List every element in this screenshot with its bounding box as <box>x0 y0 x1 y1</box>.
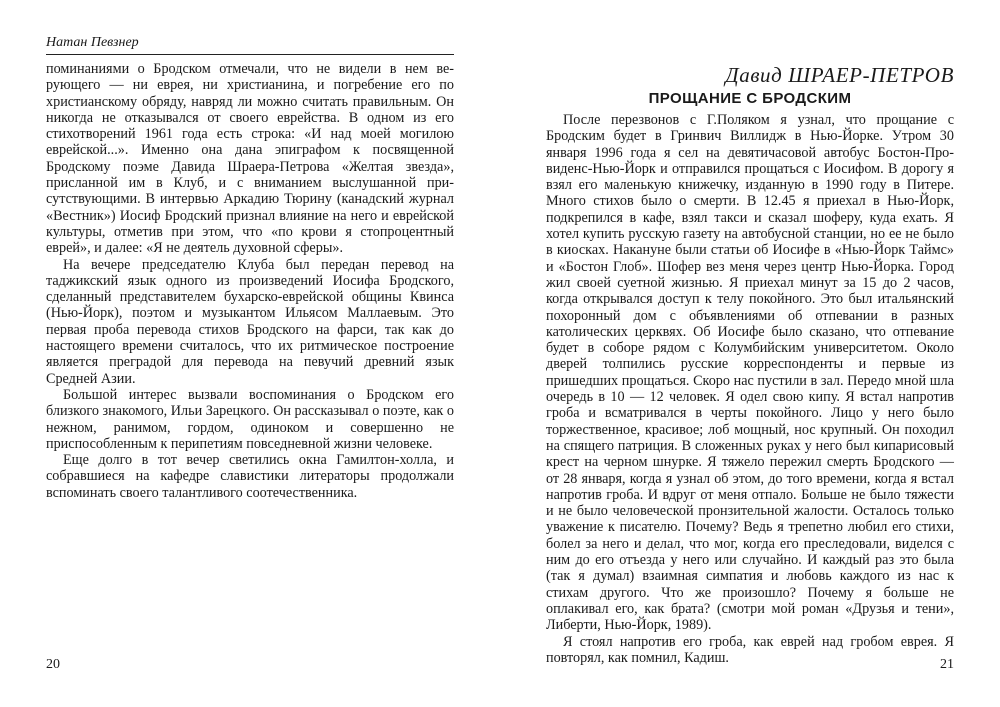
paragraph: На вечере председателю Клуба был передан перевод на таджикский язык одного из произведений Иосифа Бродского, сделанный представителем бухарско-еврейской общины Квинса (Нью-Йорк), поэтом и музыкантом Ильясом Маллаевым. Это первая проба перевода стихов Бродского на фарси, так как до настоящего времени считалось, что их ритмическое построение является преградой для перевода на певучий древний язык Средней Азии. <box>46 256 454 387</box>
running-head: Натан Певзнер <box>46 35 454 55</box>
right-page-body <box>546 112 954 666</box>
paragraph: Еще долго в тот вечер светились окна Гамилтон-холла, и собравшиеся на кафедре славистики литераторы продолжали вспоминать своего талантливого соотечественника. <box>46 452 454 501</box>
paragraph: Большой интерес вызвали воспоминания о Бродском его близкого знакомого, Ильи Зарецкого. Он рассказывал о поэте, как о нежном, ранимом, гордом, одиноком и совершенно не приспособленным к перипетиям повседневной жизни человеке. <box>46 386 454 452</box>
page-number: 21 <box>940 657 954 672</box>
article-title: ПРОЩАНИЕ С БРОДСКИМ <box>648 90 852 107</box>
right-page <box>500 0 1000 707</box>
paragraph: поминаниями о Бродском отмечали, что не видели в нем верующего — ни еврея, ни христианина, и погребение его по христианскому обряду, навряд ли можно считать правильным. Он никогда не отказывался от своего еврейства. В одном из его стихотворений 1961 года есть строка: «И над моей могилою еврейской...». Именно она дана эпиграфом к посвященной Бродскому поэме Давида Шраера-Петрова «Желтая звезда», присланной им в Клуб, и с вниманием выслушанной присутствующими. В интервью Аркадию Тюрину (канадский журнал «Вестник») Иосиф Бродский признал влияние на него и еврейской культуры, отметив при этом, что «по крови я стопроцентный еврей», и далее: «Я не деятель духовной сферы». <box>46 61 454 257</box>
paragraph: После перезвонов с Г.Поляком я узнал, что прощание с Бродским будет в Гринвич Виллидж в Нью-Йорке. Утром 30 января 1996 года я сел на девятичасовой автобус Бостон-Провиденс-Нью-Йорк и отправился прощаться с Иосифом. В дорогу я взял его маленькую книжечку, изданную в 1990 году в Питере. Много стихов было о смерти. В 12.45 я приехал в Нью-Йорк, подкрепился в кафе, взял такси и сказал шоферу, куда ехать. Я хотел купить русскую газету на автобусной станции, но ее не было в киосках. Накануне были статьи об Иосифе в «Нью-Йорк Таймс» и «Бостон Глоб». Шофер вез меня через центр Нью-Йорка. Город жил своей суетной жизнью. Я приехал минут за 15 до 2 часов, когда открывался доступ к телу покойного. Это был итальянский похоронный дом с объявлениями об отпевании в разных католических церквях. Об Иосифе было сказано, что отпевание будет в соборе рядом с Колумбийским университетом. Около дверей толпились русские корреспонденты и первые из пришедших прощаться. Скоро нас пустили в зал. Передо мной шла очередь в 10 — 12 человек. Я одел свою кипу. Я встал напротив гроба и всматривался в черты покойного. Лицо у него было торжественное, красивое; лоб мощный, нос крупный. Он походил на спящего патриция. В сложенных руках у него был кипарисовый крест на черном шнурке. Я тяжело пережил смерть Бродского — от 28 января, когда я узнал об этом, до того времени, когда я встал напротив гроба. И вдруг от меня отпало. Больше не было тяжести и не было человеческой пронзительной жалости. Осталось только уважение к писателю. Почему? Ведь я трепетно любил его стихи, болел за него и делал, что мог, когда его преследовали, виделся с ним до его отъезда у него или случайно. И каждый раз это была (так я думал) взаимная симпатия и любовь каждого из нас к стихам другого. Что же произошло? Почему я больше не оплакивал его, как брата? (смотри мой роман «Друзья и тени», Либерти, Нью-Йорк, 1989). <box>546 112 954 634</box>
paragraph: Я стоял напротив его гроба, как еврей над гробом еврея. Я повторял, как помнил, Кадиш. <box>546 633 954 666</box>
left-page-body <box>46 61 454 501</box>
page-number: 20 <box>46 657 60 672</box>
article-author: Давид ШРАЕР-ПЕТРОВ <box>725 63 954 87</box>
